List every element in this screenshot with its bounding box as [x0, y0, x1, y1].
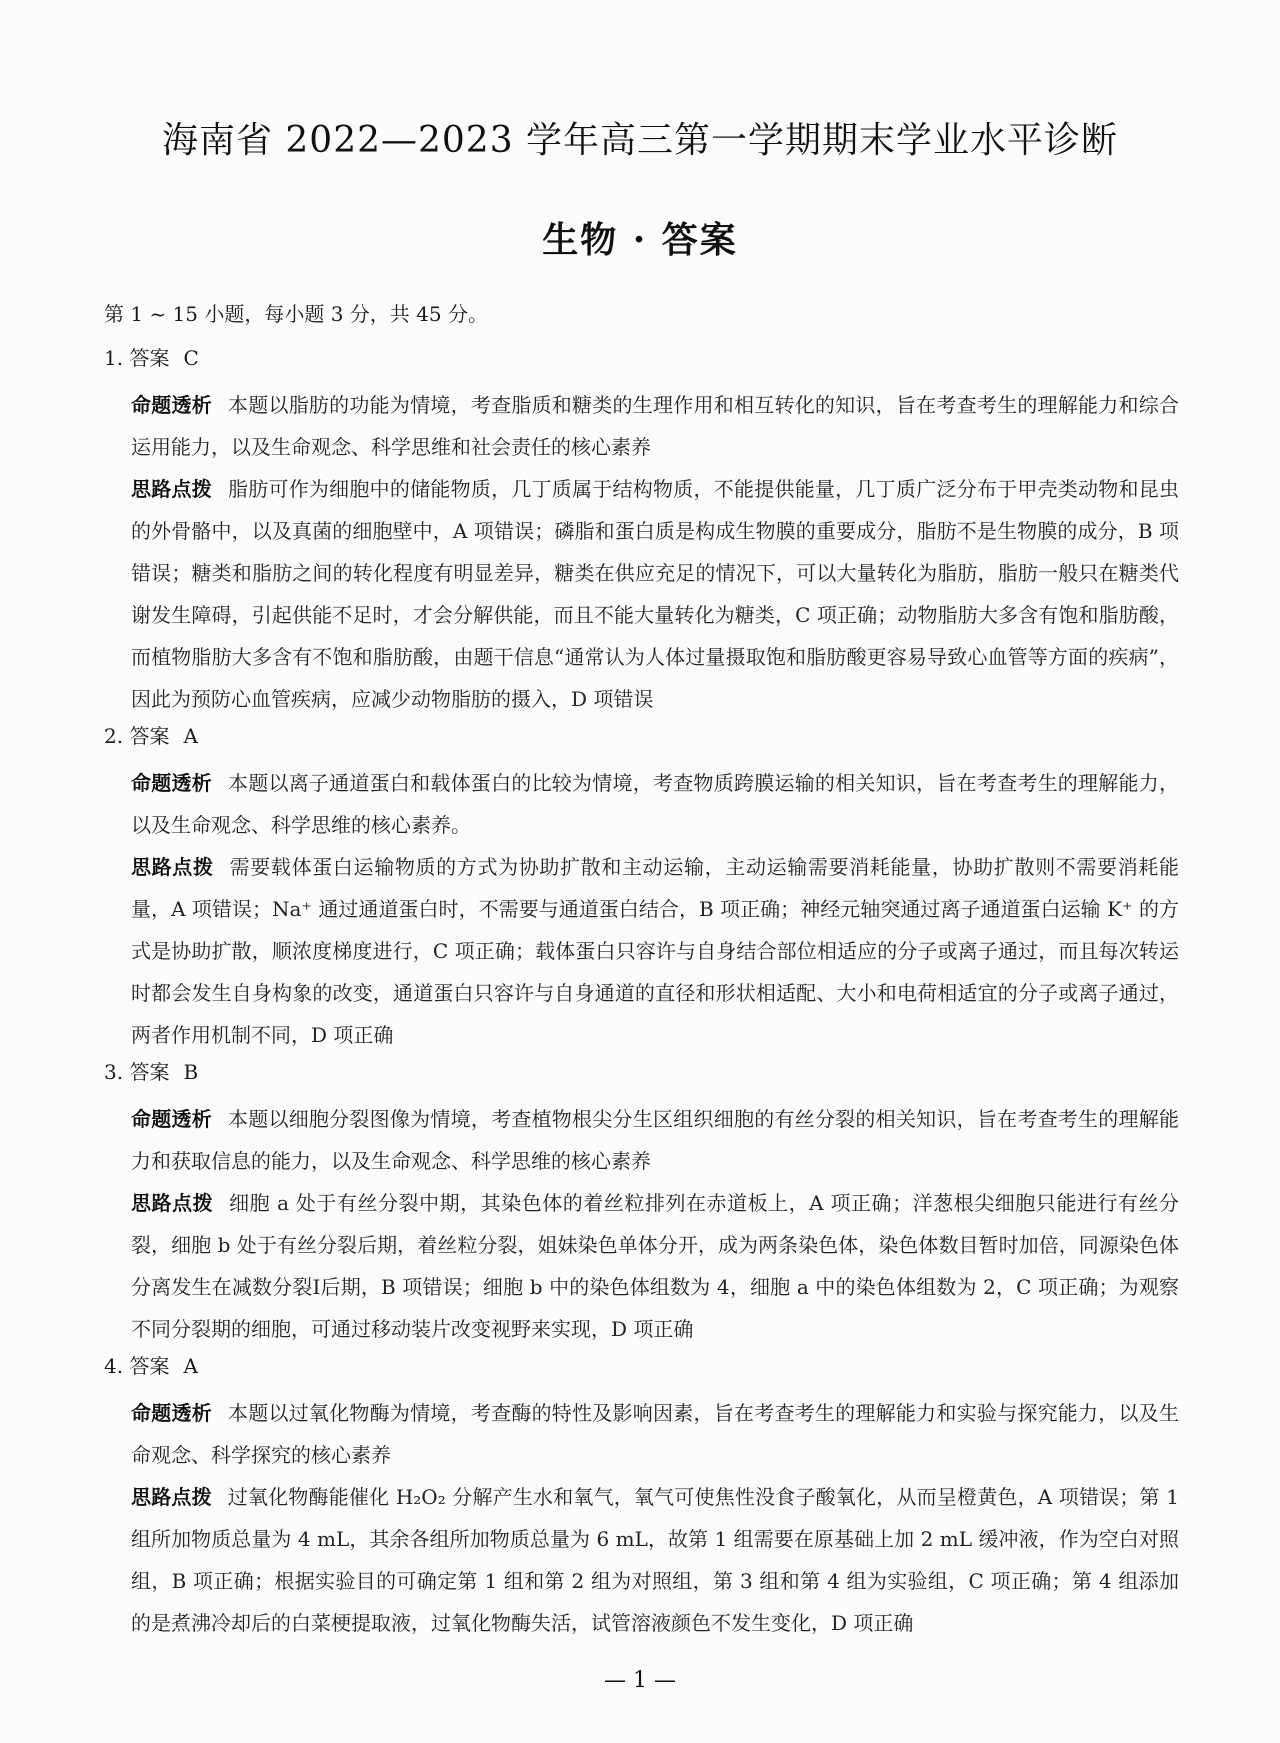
hint-label: 思路点拨 — [131, 1191, 214, 1215]
question-4-intent — [131, 1392, 1179, 1476]
intent-label: 命题透析 — [131, 393, 212, 417]
page-title: 海南省 2022—2023 学年高三第一学期期末学业水平诊断 — [161, 120, 1119, 161]
question-4-hint — [131, 1476, 1179, 1644]
question-answer: C — [183, 346, 199, 370]
hint-text: 需要载体蛋白运输物质的方式为协助扩散和主动运输，主动运输需要消耗能量，协助扩散则不需要消耗能量，A 项错误；Na⁺ 通过通道蛋白时，不需要与通道蛋白结合，B 项正确；神经元轴突通过离子通道蛋白运输 K⁺ 的方式是协助扩散，顺浓度梯度进行，C 项正确；载体蛋白只容许与自身结合部位相适应的分子或离子通过，而且每次转运时都会发生自身构象的改变，通道蛋白只容许与自身通道的直径和形状相适配、大小和电荷相适宜的分子或离子通过，两者作用机制不同，D 项正确 — [131, 855, 1180, 1047]
intent-text: 本题以离子通道蛋白和载体蛋白的比较为情境，考查物质跨膜运输的相关知识，旨在考查考生的理解能力，以及生命观念、科学思维的核心素养。 — [131, 771, 1180, 837]
intent-label: 命题透析 — [131, 771, 212, 795]
section-intro: 第 1 ~ 15 小题，每小题 3 分，共 45 分。 — [104, 302, 488, 326]
question-number: 1. 答案 — [104, 346, 170, 370]
question-number: 3. 答案 — [104, 1060, 170, 1084]
intent-text: 本题以细胞分裂图像为情境，考查植物根尖分生区组织细胞的有丝分裂的相关知识，旨在考查考生的理解能力和获取信息的能力，以及生命观念、科学思维的核心素养 — [131, 1107, 1180, 1173]
intent-text: 本题以脂肪的功能为情境，考查脂质和糖类的生理作用和相互转化的知识，旨在考查考生的理解能力和综合运用能力，以及生命观念、科学思维和社会责任的核心素养 — [131, 393, 1180, 459]
question-1-intent — [131, 384, 1179, 468]
question-4-header — [104, 1350, 198, 1379]
page-number: — 1 — — [604, 1668, 676, 1693]
question-3-header — [104, 1056, 198, 1085]
question-answer: A — [183, 724, 198, 748]
question-answer: A — [183, 1354, 198, 1378]
hint-label: 思路点拨 — [131, 855, 214, 879]
hint-label: 思路点拨 — [131, 1485, 212, 1509]
hint-label: 思路点拨 — [131, 477, 212, 501]
question-number: 2. 答案 — [104, 724, 170, 748]
question-3-intent — [131, 1098, 1179, 1182]
question-1-header — [104, 342, 199, 371]
question-2-intent — [131, 762, 1179, 846]
intent-text: 本题以过氧化物酶为情境，考查酶的特性及影响因素，旨在考查考生的理解能力和实验与探究能力，以及生命观念、科学探究的核心素养 — [131, 1401, 1180, 1467]
hint-text: 过氧化物酶能催化 H₂O₂ 分解产生水和氧气，氧气可使焦性没食子酸氧化，从而呈橙黄色，A 项错误；第 1 组所加物质总量为 4 mL，其余各组所加物质总量为 6 mL，故第 1 组需要在原基础上加 2 mL 缓冲液，作为空白对照组，B 项正确；根据实验目的可确定第 1 组和第 2 组为对照组，第 3 组和第 4 组为实验组，C 项正确；第 4 组添加的是煮沸冷却后的白菜梗提取液，过氧化物酶失活，试管溶液颜色不发生变化，D 项正确 — [131, 1485, 1179, 1635]
question-2-header — [104, 720, 198, 749]
hint-text: 脂肪可作为细胞中的储能物质，几丁质属于结构物质，不能提供能量，几丁质广泛分布于甲壳类动物和昆虫的外骨骼中，以及真菌的细胞壁中，A 项错误；磷脂和蛋白质是构成生物膜的重要成分，脂肪不是生物膜的成分，B 项错误；糖类和脂肪之间的转化程度有明显差异，糖类在供应充足的情况下，可以大量转化为脂肪，脂肪一般只在糖类代谢发生障碍，引起供能不足时，才会分解供能，而且不能大量转化为糖类，C 项正确；动物脂肪大多含有饱和脂肪酸，而植物脂肪大多含有不饱和脂肪酸，由题干信息“通常认为人体过量摄取饱和脂肪酸更容易导致心血管等方面的疾病”，因此为预防心血管疾病，应减少动物脂肪的摄入，D 项错误 — [131, 477, 1180, 711]
question-1-hint — [131, 468, 1179, 720]
page-subtitle: 生物 · 答案 — [542, 219, 738, 261]
question-3-hint — [131, 1182, 1179, 1350]
question-answer: B — [183, 1060, 199, 1084]
intent-label: 命题透析 — [131, 1107, 212, 1131]
intent-label: 命题透析 — [131, 1401, 212, 1425]
question-2-hint — [131, 846, 1179, 1056]
question-number: 4. 答案 — [104, 1354, 170, 1378]
hint-text: 细胞 a 处于有丝分裂中期，其染色体的着丝粒排列在赤道板上，A 项正确；洋葱根尖细胞只能进行有丝分裂，细胞 b 处于有丝分裂后期，着丝粒分裂，姐妹染色单体分开，成为两条染色体，染色体数目暂时加倍，同源染色体分离发生在减数分裂Ⅰ后期，B 项错误；细胞 b 中的染色体组数为 4，细胞 a 中的染色体组数为 2，C 项正确；为观察不同分裂期的细胞，可通过移动装片改变视野来实现，D 项正确 — [131, 1191, 1179, 1341]
